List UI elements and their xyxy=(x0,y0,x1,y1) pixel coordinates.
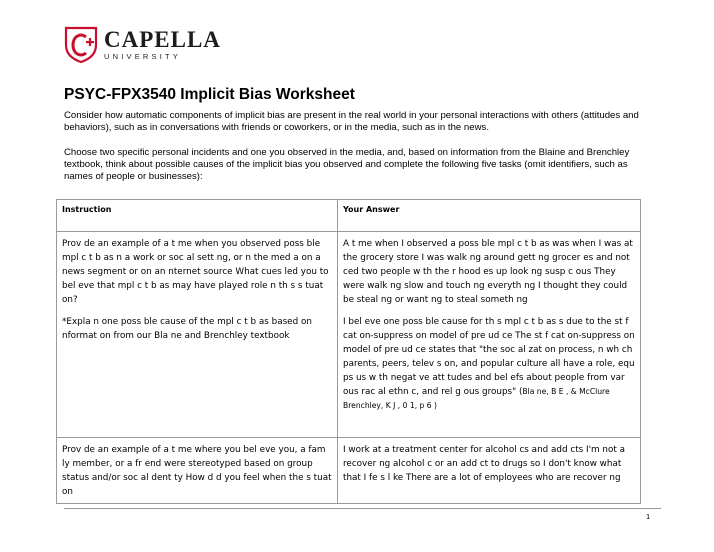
answer-cell[interactable] xyxy=(338,232,641,438)
table-row xyxy=(57,438,641,504)
header-your-answer: Your Answer xyxy=(338,200,641,232)
instruction-text: Prov de an example of a t me where you bel eve you, a fam ly member, or a fr end were stereotyped based on group status and/or soc al dent ty How d d you feel when the s tuat on xyxy=(62,445,332,497)
instruction-text: Prov de an example of a t me when you observed poss ble mpl c t b as n a work or soc al sett ng, or n the med a on a news segment or on an nternet source What cues led you to bel eve that mpl c t b as may have played role n th s s tuat on? xyxy=(62,239,329,305)
instruction-cell xyxy=(57,438,338,504)
intro-paragraph-1: Consider how automatic components of implicit bias are present in the real world in your personal interactions with others (attitudes and behaviors), such as in conversations with friends or coworkers, or in the media, such as in the news. xyxy=(64,110,639,134)
worksheet-title: PSYC-FPX3540 Implicit Bias Worksheet xyxy=(64,86,355,103)
intro-paragraph-2: Choose two specific personal incidents and one you observed in the media, and, based on information from the Blaine and Brenchley textbook, think about possible causes of the implicit bias you observed and complete the following five tasks (omit identifiers, such as names of people or businesses): xyxy=(64,146,630,183)
answer-text-2-body: I bel eve one poss ble cause for th s mpl c t b as s due to the st f cat on-suppress on model of pre ud ce The st f cat on-suppress on model of pre ud ce states that "the soc al zat on process, n wh ch parents, peers, telev s on, and popular culture all have a role, equ ps us w th negat ve att tudes and bel efs about people from var ous rac al ethn c, and rel g ous groups" ( xyxy=(343,317,635,397)
table-header-row xyxy=(57,200,641,232)
page-number: 1 xyxy=(646,512,651,521)
footer-divider xyxy=(64,508,661,509)
answer-text-2 xyxy=(343,315,635,413)
instruction-cell xyxy=(57,232,338,438)
answer-text: I work at a treatment center for alcohol cs and add cts I'm not a recover ng alcohol c or an add ct to drugs so I don't know what that I fe s l ke There are a lot of employees who are recover ng xyxy=(343,445,626,483)
capella-logo xyxy=(64,25,221,65)
table-row xyxy=(57,232,641,438)
answer-text: A t me when I observed a poss ble mpl c t b as was when I was at the grocery store I was walk ng around gett ng grocer es and not ced two people w th the r hood es up look ng susp c ous They were walk ng slow and touch ng everyth ng I thought they could be steal ng or want ng to steal someth ng xyxy=(343,239,633,305)
logo-name: CAPELLA xyxy=(104,27,221,52)
worksheet-table xyxy=(56,199,641,504)
logo-subtitle: UNIVERSITY xyxy=(104,52,182,61)
header-instruction: Instruction xyxy=(57,200,338,232)
intro-text xyxy=(64,110,654,195)
answer-citation: Bla ne, B E , & McClure Brenchley, K J , 0 1, p 6 ) xyxy=(343,387,610,410)
capella-shield-icon xyxy=(64,25,98,63)
answer-cell[interactable] xyxy=(338,438,641,504)
instruction-text-2: *Expla n one poss ble cause of the mpl c t b as based on nformat on from our Bla ne and Brenchley textbook xyxy=(62,317,312,341)
